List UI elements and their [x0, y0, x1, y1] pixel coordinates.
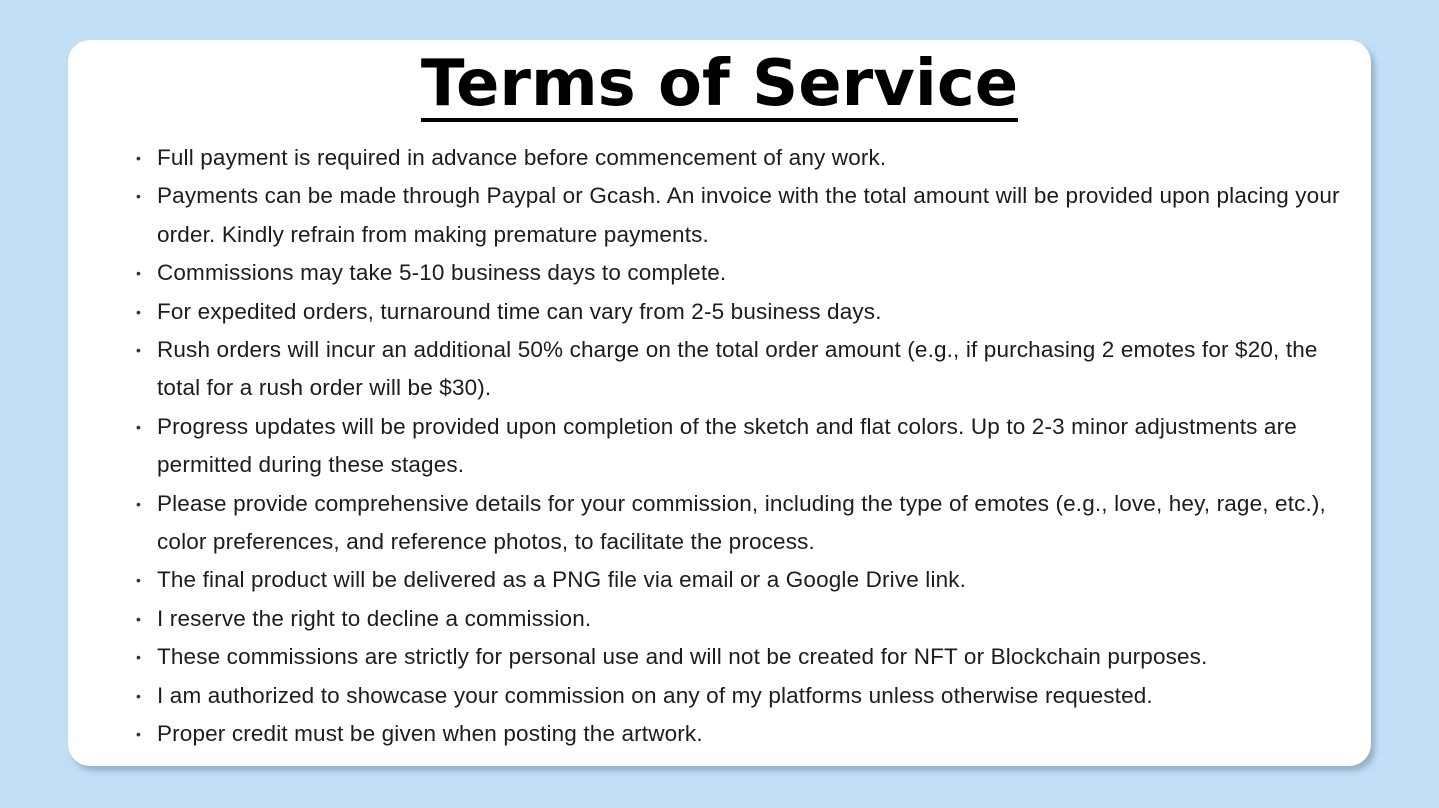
term-item-payment-methods: [136, 177, 1347, 254]
term-text: I reserve the right to decline a commission.: [157, 605, 592, 631]
bullet-dot-icon: •: [136, 572, 142, 589]
term-text: Rush orders will incur an additional 50% charge on the total order amount (e.g., if purchasing 2 emotes for $20, the total for a rush order will be $30).: [157, 337, 1318, 401]
term-item-personal-use: [136, 638, 1347, 676]
bullet-dot-icon: •: [136, 726, 142, 743]
bullet-dot-icon: •: [136, 265, 142, 282]
bullet-dot-icon: •: [136, 495, 142, 512]
term-item-decline-right: [136, 600, 1347, 638]
term-item-turnaround: [136, 254, 1347, 292]
term-item-payment-in-advance: [136, 139, 1347, 177]
term-text: Commissions may take 5-10 business days to complete.: [157, 260, 727, 286]
term-item-commission-details: [136, 485, 1347, 562]
terms-list: [136, 139, 1347, 754]
page-title-text: Terms of Service: [420, 47, 1019, 121]
term-item-expedited: [136, 293, 1347, 331]
term-text: Proper credit must be given when posting the artwork.: [157, 721, 703, 747]
bullet-dot-icon: •: [136, 342, 142, 359]
bullet-dot-icon: •: [136, 418, 142, 435]
term-item-credit: [136, 715, 1347, 753]
bullet-dot-icon: •: [136, 303, 142, 320]
bullet-dot-icon: •: [136, 649, 142, 666]
term-text: Full payment is required in advance before commencement of any work.: [157, 145, 887, 170]
bullet-dot-icon: •: [136, 687, 142, 704]
term-text: Please provide comprehensive details for your commission, including the type of emotes (e.g., love, hey, rage, etc.), color preferences, and reference photos, to facilitate the process.: [157, 490, 1326, 555]
term-text: These commissions are strictly for personal use and will not be created for NFT or Blockchain purposes.: [157, 644, 1208, 670]
term-item-rush-orders: [136, 331, 1347, 408]
term-text: Payments can be made through Paypal or Gcash. An invoice with the total amount will be provided upon placing your order. Kindly refrain from making premature payments.: [157, 183, 1340, 247]
term-item-progress-updates: [136, 408, 1347, 485]
term-text: For expedited orders, turnaround time can vary from 2-5 business days.: [157, 298, 882, 324]
bullet-dot-icon: •: [136, 150, 142, 166]
bullet-dot-icon: •: [136, 188, 142, 205]
term-item-delivery: [136, 561, 1347, 599]
page-title: [0, 47, 1439, 122]
term-text: The final product will be delivered as a PNG file via email or a Google Drive link.: [157, 567, 967, 593]
term-text: I am authorized to showcase your commission on any of my platforms unless otherwise requested.: [157, 682, 1153, 708]
term-item-showcase: [136, 677, 1347, 715]
bullet-dot-icon: •: [136, 610, 142, 627]
term-text: Progress updates will be provided upon completion of the sketch and flat colors. Up to 2-3 minor adjustments are permitted during these stages.: [157, 413, 1297, 478]
